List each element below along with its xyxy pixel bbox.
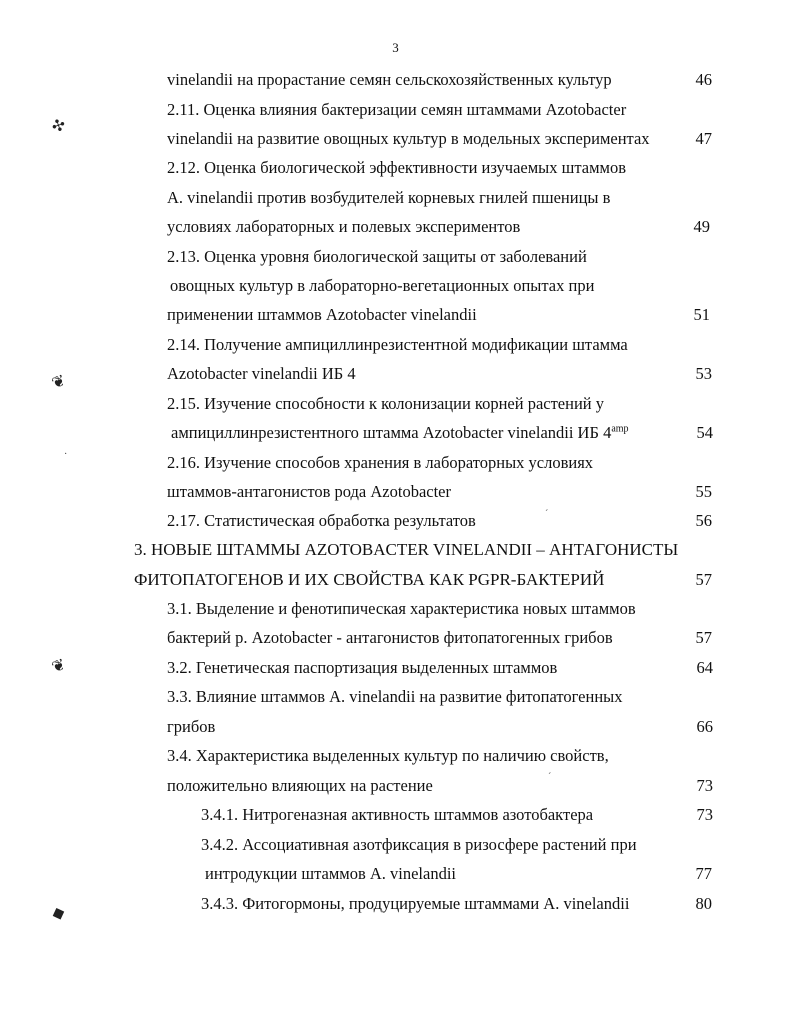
toc-line: 3.4.1. Нитрогеназная активность штаммов азотобактера (201, 805, 594, 824)
toc-line: 2.11. Оценка влияния бактеризации семян штаммами Azotobacter (167, 100, 627, 119)
toc-page: 55 (695, 482, 712, 501)
page-number: 3 (392, 40, 399, 55)
toc-page: 77 (695, 864, 712, 883)
toc-line: 3.1. Выделение и фенотипическая характеристика новых штаммов (167, 599, 636, 618)
toc-line: 3.4. Характеристика выделенных культур по наличию свойств, (167, 746, 609, 765)
toc-page: 53 (695, 364, 712, 383)
toc-line: vinelandii на прорастание семян сельскохозяйственных культур (167, 70, 612, 89)
toc-page: 49 (693, 217, 710, 236)
toc-line: 2.16. Изучение способов хранения в лабораторных условиях (167, 453, 594, 472)
toc-page: 47 (695, 129, 712, 148)
toc-line: 3.4.2. Ассоциативная азотфиксация в ризосфере растений при (201, 835, 637, 854)
toc-line: 3.3. Влияние штаммов A. vinelandii на развитие фитопатогенных (167, 687, 623, 706)
toc-page: 57 (695, 628, 712, 647)
toc-page: 54 (696, 423, 713, 442)
toc-line: 2.12. Оценка биологической эффективности изучаемых штаммов (167, 158, 626, 177)
toc-page: 56 (695, 511, 712, 530)
toc-line-text: ампициллинрезистентного штамма Azotobacter vinelandii ИБ 4 (171, 423, 612, 442)
punch-hole-mark-icon: ❦ (49, 372, 69, 393)
toc-page: 73 (696, 805, 713, 824)
toc-line: 2.14. Получение ампициллинрезистентной модификации штамма (167, 335, 628, 354)
toc-line: грибов (167, 717, 216, 736)
toc-line: vinelandii на развитие овощных культур в модельных экспериментах (167, 129, 650, 148)
toc-line: 2.17. Статистическая обработка результатов (167, 511, 476, 530)
toc-line: 3.4.3. Фитогормоны, продуцируемые штаммами A. vinelandii (201, 894, 630, 913)
toc-line: штаммов-антагонистов рода Azotobacter (167, 482, 451, 501)
toc-line: применении штаммов Azotobacter vinelandii (167, 305, 477, 324)
toc-line: интродукции штаммов A. vinelandii (205, 864, 457, 883)
scan-dot-icon: · (64, 449, 68, 460)
chapter-heading: ФИТОПАТОГЕНОВ И ИХ СВОЙСТВА КАК PGPR-БАКТЕРИЙ (134, 570, 605, 589)
toc-line: условиях лабораторных и полевых экспериментов (167, 217, 521, 236)
toc-line: Azotobacter vinelandii ИБ 4 (167, 364, 356, 383)
toc-page: 80 (695, 894, 712, 913)
toc-line: A. vinelandii против возбудителей корневых гнилей пшеницы в (167, 188, 611, 207)
scan-dot-icon: ˊ (545, 509, 549, 520)
toc-line: 2.15. Изучение способности к колонизации корней растений у (167, 394, 604, 413)
toc-line: 2.13. Оценка уровня биологической защиты от заболеваний (167, 247, 587, 266)
toc-page: 73 (696, 776, 713, 795)
toc-page: 64 (696, 658, 713, 677)
toc-line: 3.2. Генетическая паспортизация выделенных штаммов (167, 658, 558, 677)
punch-hole-mark-icon: ◆ (49, 903, 68, 924)
toc-line: овощных культур в лабораторно-вегетационных опытах при (170, 276, 595, 295)
superscript: amp (611, 423, 629, 435)
toc-page: 66 (696, 717, 713, 736)
scan-dot-icon: ˊ (548, 772, 552, 783)
chapter-heading: 3. НОВЫЕ ШТАММЫ AZOTOBACTER VINELANDII – АНТАГОНИСТЫ (134, 540, 679, 559)
punch-hole-mark-icon: ❦ (49, 656, 69, 677)
punch-hole-mark-icon: ✣ (49, 116, 69, 137)
toc-line: бактерий р. Azotobacter - антагонистов фитопатогенных грибов (167, 628, 613, 647)
toc-page: 46 (695, 70, 712, 89)
toc-page: 51 (693, 305, 710, 324)
toc-line: положительно влияющих на растение (167, 776, 433, 795)
toc-line (171, 423, 629, 443)
toc-page: 57 (695, 570, 712, 589)
